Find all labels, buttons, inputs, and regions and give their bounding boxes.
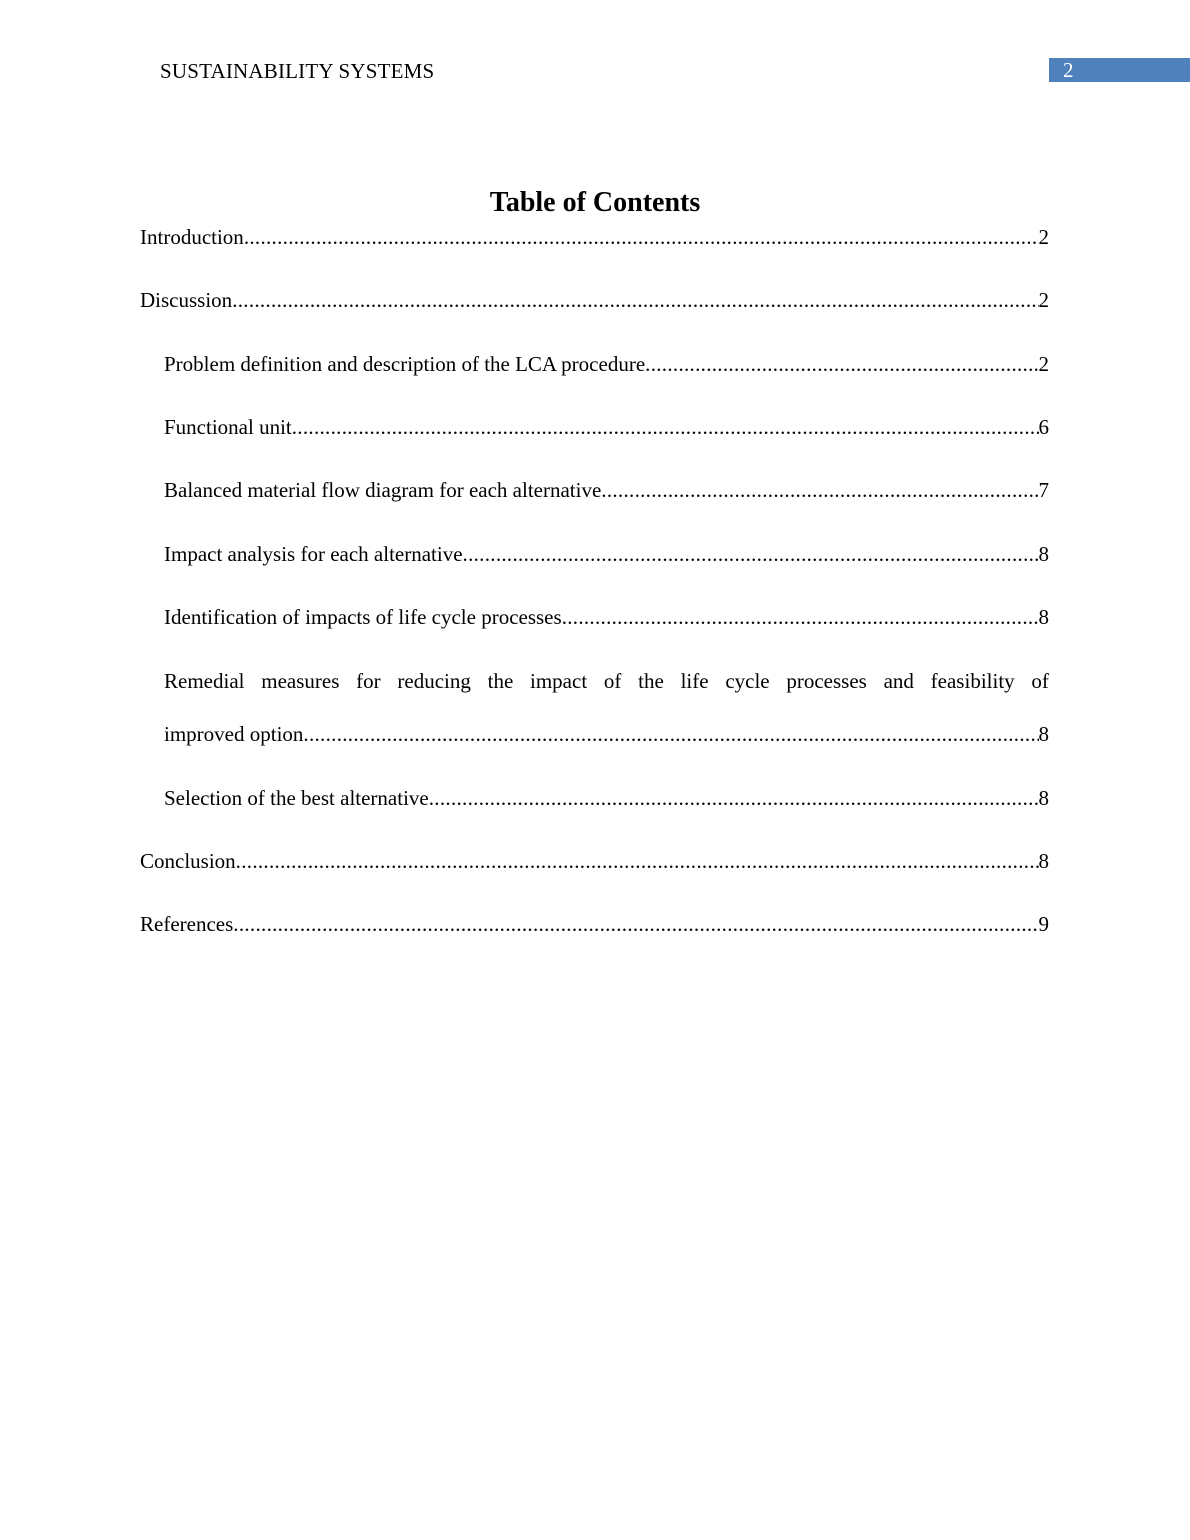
- toc-entry-remedial-measures-continued[interactable]: [164, 721, 1049, 747]
- toc-entry-word: life: [680, 669, 709, 693]
- toc-entry-label: Conclusion: [140, 849, 236, 873]
- toc-entry-label: Selection of the best alternative: [164, 786, 429, 810]
- toc-dot-leader: [244, 224, 1039, 250]
- toc-entry-label: Introduction: [140, 225, 244, 249]
- toc-entry-page: 8: [1038, 849, 1049, 873]
- toc-entry-label: Functional unit: [164, 415, 292, 439]
- toc-entry-page: 8: [1038, 605, 1049, 629]
- page-number-box: [1049, 58, 1190, 82]
- toc-entry-word: the: [638, 669, 664, 693]
- toc-entry-word: and: [883, 669, 914, 693]
- toc-entry-word: Remedial: [164, 669, 245, 693]
- toc-entry-page: 7: [1038, 478, 1049, 502]
- toc-entry-functional-unit[interactable]: [164, 414, 1049, 440]
- toc-entry-label: Identification of impacts of life cycle processes: [164, 605, 562, 629]
- toc-dot-leader: [463, 541, 1039, 567]
- toc-entry-page: 8: [1038, 786, 1049, 810]
- toc-entry-conclusion[interactable]: [140, 848, 1049, 874]
- toc-entry-identification-of-impacts[interactable]: [164, 604, 1049, 630]
- toc-entry-page: 8: [1038, 542, 1049, 566]
- toc-entry-best-alternative[interactable]: [164, 785, 1049, 811]
- toc-entry-word: of: [603, 669, 622, 693]
- toc-entry-word: of: [1031, 669, 1049, 693]
- toc-entry-word: reducing: [397, 669, 471, 693]
- toc-entry-label: Discussion: [140, 288, 233, 312]
- toc-entry-introduction[interactable]: [140, 224, 1049, 250]
- toc-entry-label: Impact analysis for each alternative: [164, 542, 463, 566]
- toc-entry-page: 2: [1038, 225, 1049, 249]
- toc-entry-problem-definition[interactable]: [164, 351, 1049, 377]
- toc-title: Table of Contents: [489, 187, 701, 218]
- toc-entry-discussion[interactable]: [140, 287, 1049, 313]
- toc-dot-leader: [236, 848, 1039, 874]
- toc-entry-label: References: [140, 912, 234, 936]
- toc-entry-material-flow[interactable]: [164, 477, 1049, 503]
- toc-entry-page: 8: [1038, 722, 1049, 746]
- page-number: 2: [1063, 58, 1074, 82]
- toc-dot-leader: [233, 911, 1038, 937]
- toc-dot-leader: [292, 414, 1039, 440]
- toc-dot-leader: [601, 477, 1038, 503]
- toc-entry-word: impact: [530, 669, 588, 693]
- toc-entry-word: the: [487, 669, 514, 693]
- toc-dot-leader: [645, 351, 1038, 377]
- toc-entry-page: 9: [1038, 912, 1049, 936]
- toc-entry-page: 2: [1038, 352, 1049, 376]
- toc-entry-label-line1: [164, 668, 1049, 694]
- toc-entry-word: processes: [786, 669, 867, 693]
- running-head: SUSTAINABILITY SYSTEMS: [160, 59, 435, 83]
- toc-entry-remedial-measures[interactable]: [164, 668, 1049, 694]
- toc-entry-word: for: [356, 669, 381, 693]
- toc-entry-impact-analysis[interactable]: [164, 541, 1049, 567]
- toc-entry-page: 2: [1038, 288, 1049, 312]
- toc-entry-page: 6: [1038, 415, 1049, 439]
- toc-dot-leader: [232, 287, 1038, 313]
- toc-dot-leader: [429, 785, 1039, 811]
- toc-entry-references[interactable]: [140, 911, 1049, 937]
- toc-entry-label: improved option: [164, 722, 304, 746]
- toc-entry-word: feasibility: [930, 669, 1015, 693]
- toc-entry-word: cycle: [725, 669, 770, 693]
- toc-entry-word: measures: [261, 669, 340, 693]
- toc-dot-leader: [303, 721, 1038, 747]
- toc-dot-leader: [562, 604, 1039, 630]
- toc-entry-label: Balanced material flow diagram for each alternative: [164, 478, 602, 502]
- toc-entry-label: Problem definition and description of the LCA procedure: [164, 352, 646, 376]
